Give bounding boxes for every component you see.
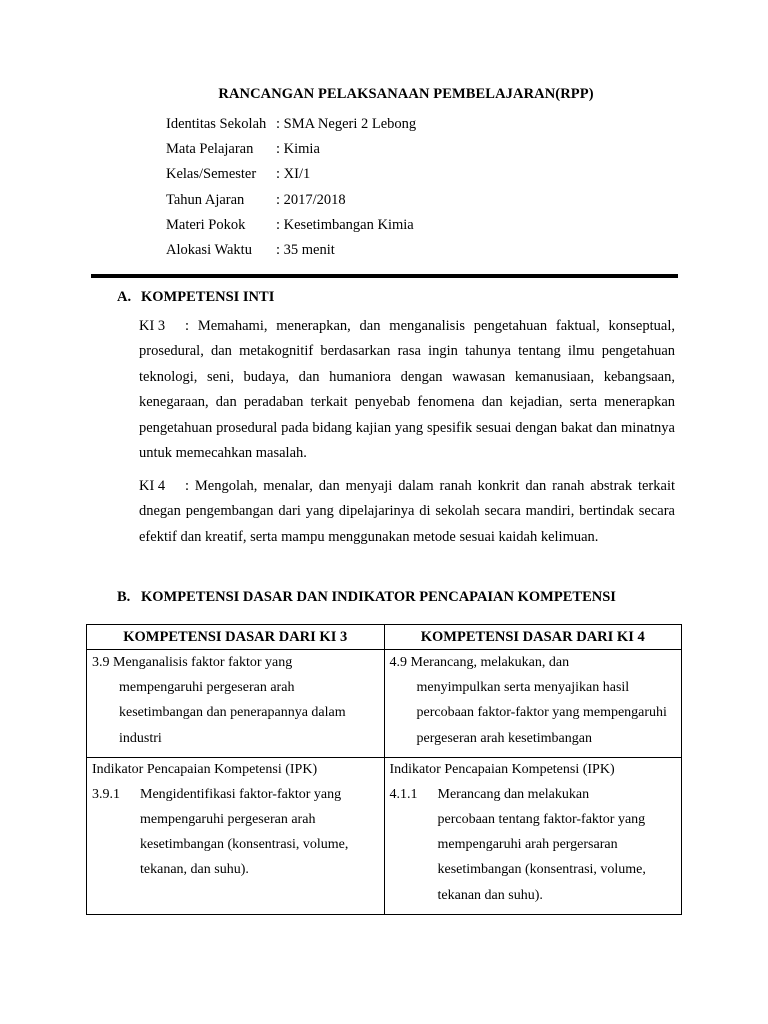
identity-label: Tahun Ajaran [166, 191, 245, 208]
table-row [87, 757, 682, 914]
ipk3-first: Mengidentifikasi faktor-faktor yang [140, 786, 342, 802]
ipk4-number: 4.1.1 [389, 786, 418, 802]
kd4-number: 4.9 [389, 655, 407, 670]
ipk4-continuation: percobaan tentang faktor-faktor yang mempengaruhi arah pergersaran kesetimbangan (konsentrasi, volume, tekanan dan suhu). [437, 812, 646, 903]
identity-label: Alokasi Waktu [166, 242, 252, 259]
ki4-paragraph [139, 474, 675, 550]
identity-label: Mata Pelajaran [166, 141, 254, 158]
ki3-paragraph [139, 314, 675, 466]
ipk3-number: 3.9.1 [92, 786, 120, 802]
identity-row [166, 213, 416, 238]
table-header-row [87, 625, 682, 650]
table-cell [384, 650, 682, 758]
section-number: B. [117, 589, 131, 605]
identity-row [166, 137, 416, 162]
ipk4-first: Merancang dan melakukan [437, 786, 590, 802]
ipk-label: Indikator Pencapaian Kompetensi (IPK) [92, 761, 318, 777]
kd3-continuation: mempengaruhi pergeseran arah kesetimbangan dan penerapannya dalam industri [119, 680, 346, 746]
ki3-text: : Memahami, menerapkan, dan menganalisis pengetahuan faktual, konseptual, prosedural, dan metakognitif berdasarkan rasa ingin tahunya tentang ilmu pengetahuan teknologi, seni, budaya, dan humaniora dengan wawasan kemanusiaan, kebangsaan, kenegaraan, dan peradaban terkait penyebab fenomena dan kejadian, serta menerapkan pengetahuan prosedural pada bidang kajian yang spesifik sesuai dengan bakat dan minatnya untuk memecahkan masalah. [139, 318, 675, 462]
identity-value: : Kimia [276, 141, 320, 158]
table-cell [87, 650, 385, 758]
identity-value: : SMA Negeri 2 Lebong [276, 116, 417, 133]
ki4-label: KI 4 [139, 478, 166, 494]
identity-row [166, 162, 416, 187]
ipk3-continuation: mempengaruhi pergeseran arah kesetimbangan (konsentrasi, volume, tekanan, dan suhu). [140, 812, 349, 878]
identity-row [166, 188, 416, 213]
identity-label: Identitas Sekolah [166, 116, 267, 133]
ki4-text: : Mengolah, menalar, dan menyaji dalam ranah konkrit dan ranah abstrak terkait dnegan pengembangan dari yang dipelajarinya di sekolah secara mandiri, bertindak secara efektif dan kreatif, serta mampu menggunakan metode sesuai kaidah kelimuan. [139, 478, 675, 545]
identity-row [166, 112, 416, 137]
ipk-label: Indikator Pencapaian Kompetensi (IPK) [389, 761, 615, 777]
table-header-ki4: KOMPETENSI DASAR DARI KI 4 [384, 625, 682, 650]
section-title: KOMPETENSI DASAR DAN INDIKATOR PENCAPAIAN KOMPETENSI [141, 589, 616, 605]
section-number: A. [117, 289, 132, 305]
competency-table [86, 624, 682, 915]
table-header-ki3: KOMPETENSI DASAR DARI KI 3 [87, 625, 385, 650]
identity-value: : 35 menit [276, 242, 335, 259]
section-title: KOMPETENSI INTI [141, 289, 275, 305]
kd3-first-line [92, 650, 376, 675]
identity-label: Kelas/Semester [166, 166, 257, 183]
table-cell [384, 757, 682, 914]
table-row [87, 650, 682, 758]
kd4-continuation: menyimpulkan serta menyajikan hasil percobaan faktor-faktor yang mempengaruhi pergeseran arah kesetimbangan [416, 680, 667, 746]
kd3-number: 3.9 [92, 655, 110, 670]
kd4-first-line [390, 650, 668, 675]
identity-label: Materi Pokok [166, 216, 246, 233]
kd3-first: Menganalisis faktor faktor yang [113, 655, 293, 670]
section-a-heading [117, 289, 274, 306]
identity-value: : Kesetimbangan Kimia [276, 216, 414, 233]
horizontal-divider [91, 274, 678, 278]
section-b-heading [117, 589, 616, 606]
identity-row [166, 238, 416, 263]
ki3-label: KI 3 [139, 318, 166, 334]
identity-value: : XI/1 [276, 166, 311, 183]
ipk3-first-line [92, 782, 384, 807]
identity-block [166, 112, 416, 263]
kd4-first: Merancang, melakukan, dan [410, 655, 570, 670]
ipk4-first-line [390, 782, 682, 807]
document-title: RANCANGAN PELAKSANAAN PEMBELAJARAN(RPP) [218, 86, 594, 102]
identity-value: : 2017/2018 [276, 191, 346, 208]
table-cell [87, 757, 385, 914]
